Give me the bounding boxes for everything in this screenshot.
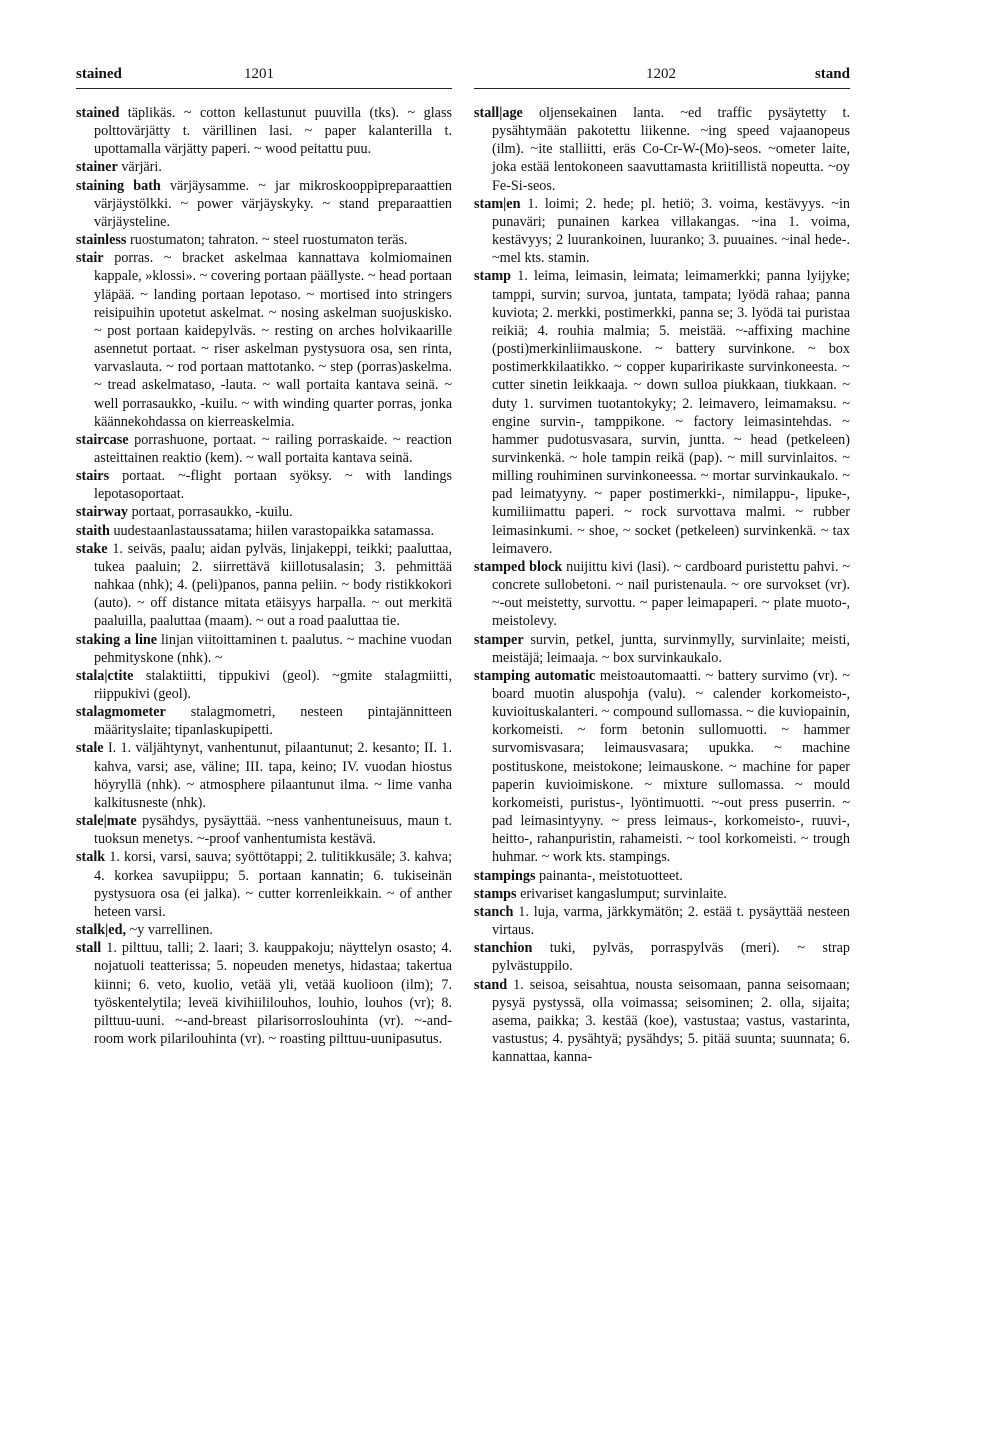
dictionary-entry	[474, 195, 850, 268]
entry-definition: linjan viitoittaminen t. paalutus. ~ machine vuodan pehmityskone (nhk). ~	[94, 631, 452, 666]
dictionary-entry	[76, 503, 452, 521]
entry-definition: tuki, pylväs, porraspylväs (meri). ~ strap pylvästuppilo.	[492, 940, 851, 975]
entry-definition: portaat. ~-flight portaan syöksy. ~ with landings lepotasoportaat.	[94, 468, 453, 503]
dictionary-entry	[474, 939, 850, 975]
entry-definition: värjäri.	[121, 159, 162, 176]
right-column	[474, 104, 850, 1066]
dictionary-entry	[76, 631, 452, 667]
dictionary-entry	[76, 812, 452, 848]
dictionary-entry	[474, 631, 850, 667]
right-guide-word: stand	[814, 66, 850, 82]
dictionary-entry	[474, 976, 850, 1067]
entry-headword: stampings	[474, 867, 536, 884]
right-page-number: 1202	[646, 66, 676, 82]
dictionary-entry	[76, 522, 452, 540]
right-header-rule	[474, 88, 850, 89]
left-guide-word: stained	[76, 66, 122, 82]
entry-headword: stale	[76, 740, 104, 757]
entry-definition: oljensekainen lanta. ~ed traffic pysäytetty t. pysähtymään pakotettu liikenne. ~ing speed vajaanopeus (ilm). ~ite stalliitti, eräs Co-Cr-W-(Mo)-seos. ~ometer laite, joka estää lentokoneen saavuttamasta kriitillistä nopeutta. ~oy Fe-Si-seos.	[492, 105, 851, 194]
entry-definition: 1. luja, varma, järkkymätön; 2. estää t. pysäyttää nesteen virtaus.	[492, 903, 850, 939]
entry-definition: uudestaanlastaussatama; hiilen varastopaikka satamassa.	[113, 522, 435, 539]
entry-definition: 1. seisoa, seisahtua, nousta seisomaan, panna seisomaan; pysyä pystyssä, olla voimassa; seisominen; 2. olla, sijaita; asema, paikka; 3. kestää (koe), vastustaa; vastus, vastarinta, vastustus; 4. pysähtyä; pysähdys; 5. pitää suunta; suunnata; 6. kannattaa, kanna-	[492, 976, 851, 1066]
entry-headword: stand	[474, 976, 508, 993]
dictionary-entry	[76, 667, 452, 703]
entry-definition: täplikäs. ~ cotton kellastunut puuvilla (tks). ~ glass polttovärjätty t. värillinen lasi. ~ paper kalanterilla t. upottamalla värjätty paperi. ~ wood peitattu puu.	[94, 105, 453, 158]
left-page-number: 1201	[244, 66, 274, 82]
dictionary-entry	[76, 739, 452, 812]
entry-headword: stamping automatic	[474, 667, 596, 684]
entry-headword: stake	[76, 540, 108, 557]
dictionary-entry	[76, 921, 452, 939]
entry-headword: stairs	[76, 468, 110, 485]
dictionary-entry	[76, 158, 452, 176]
left-header-rule	[76, 88, 452, 89]
dictionary-entry	[474, 558, 850, 631]
entry-headword: stale|mate	[76, 813, 137, 830]
entry-headword: stairway	[76, 504, 129, 521]
entry-headword: staircase	[76, 431, 129, 448]
entry-definition: stalaktiitti, tippukivi (geol). ~gmite stalagmiitti, riippukivi (geol).	[94, 667, 452, 702]
dictionary-entry	[76, 939, 452, 1048]
dictionary-entry	[474, 885, 850, 903]
entry-definition: nuijittu kivi (lasi). ~ cardboard puristettu pahvi. ~ concrete sullobetoni. ~ nail puristenaula. ~ ore survokset (vr). ~-out meistetty, survottu. ~ paper leimapaperi. ~ plate muoto-, meistolevy.	[492, 558, 850, 630]
entry-headword: stainer	[76, 159, 118, 176]
entry-headword: stala|ctite	[76, 667, 134, 684]
entry-headword: stanchion	[474, 940, 533, 957]
dictionary-entry	[474, 903, 850, 939]
entry-headword: stamps	[474, 885, 517, 902]
dictionary-entry	[76, 540, 452, 631]
entry-headword: stamped block	[474, 558, 563, 575]
entry-headword: staking a line	[76, 631, 158, 648]
dictionary-entry	[76, 703, 452, 739]
dictionary-entry	[76, 431, 452, 467]
dictionary-entry	[474, 104, 850, 195]
entry-headword: stained	[76, 105, 120, 121]
entry-definition: 1. leima, leimasin, leimata; leimamerkki; panna lyijyke; tamppi, survin; survoa, juntata, tampata; lyödä rahaa; panna kuviota; 2. merkki, postimerkki, panna se; 3. lyödä tai puristaa reikiä; 4. rouhia malmia; 5. meistää. ~-affixing machine (posti)merkinliimauskone. ~ battery survinkone. ~ box postimerkkilaatikko. ~ copper kuparirikaste survinkoneesta. ~ cutter sinetin leikkaaja. ~ down sulloa piukkaan, tiukkaan. ~ duty 1. survimen tuotantokyky; 2. leimavero, leimamaksu. ~ engine survin-, tamppikone. ~ factory leimasintehdas. ~ hammer pudotusvasara, survin, juntta. ~ head (petkeleen) survinkenkä. ~ hole tampin reikä (pap). ~ mill survinlaitos. ~ milling rouhiminen survinkoneessa. ~ mortar survinkaukalo. ~ pad leimatyyny. ~ paper postimerkki-, nimilappu-, lipuke-, kumiliimattu paperi. ~ rock survottava malmi. ~ rubber leimasinkumi. ~ shoe, ~ socket (petkeleen) survinkenkä. ~ tax leimavero.	[492, 268, 851, 557]
dictionary-entry	[474, 267, 850, 558]
entry-definition: stalagmometri, nesteen pintajännitteen määrityslaite; tipanlaskupipetti.	[94, 704, 453, 739]
dictionary-entry	[76, 231, 452, 249]
entry-definition: porras. ~ bracket askelmaa kannattava kolmiomainen kappale, »klossi». ~ covering portaan päällyste. ~ head portaan yläpää. ~ landing portaan lepotaso. ~ mortised into stringers reisipuihin upotetut askelmat. ~ nosing askelman suojuskisko. ~ post portaan kaidepylväs. ~ resting on arches holvikaarille asennetut portaat. ~ riser askelman pystysuora osa, sen rinta, varvaslauta. ~ rod portaan mattotanko. ~ step (porras)askelma. ~ tread askelmataso, -lauta. ~ wall portaita kantava seinä. ~ well porrasaukko, -kuilu. ~ with winding quarter porras, jonka käännekohdassa on kierreaskelmia.	[94, 250, 453, 430]
entry-definition: painanta-, meistotuotteet.	[539, 867, 683, 884]
entry-definition: meistoautomaatti. ~ battery survimo (vr). ~ board muotin aluspohja (valu). ~ calender korkomeisto-, kuvioituskalanteri. ~ compound sullomassa. ~ die kuviopainin, korkomeisti. ~ form betonin sullomuotti. ~ hammer survomisvasara; leimausvasara; upukka. ~ machine postituskone, meistokone; leimauskone. ~ machine for paper paperin kuvioimiskone. ~ mixture sullomassa. ~ mould korkomeisti, puristus-, lyöntimuotti. ~-out press puserrin. ~ pad leimasintyyny. ~ press leimaus-, korkomeisto-, ruuvi-, heitto-, rahanpuristin, rahameisti. ~ tool korkomeisti. ~ trough huhmar. ~ work kts. stampings.	[492, 667, 850, 866]
left-column	[76, 104, 452, 1048]
entry-definition: värjäysamme. ~ jar mikroskooppipreparaattien värjäystölkki. ~ power värjäyskyky. ~ stand preparaattien värjäysteline.	[94, 177, 453, 230]
entry-definition: erivariset kangaslumput; survinlaite.	[520, 885, 727, 902]
dictionary-entry	[76, 249, 452, 431]
entry-headword: staining bath	[76, 177, 161, 194]
entry-definition: 1. loimi; 2. hede; pl. hetiö; 3. voima, kestävyys. ~in punaväri; punainen karkea villakangas. ~ina 1. voima, kestävyys; 2 luurankoinen, luuranko; 3. puuaines. ~inal hede-. ~mel kts. stamin.	[492, 195, 851, 267]
entry-headword: stair	[76, 250, 104, 267]
entry-definition: I. 1. väljähtynyt, vanhentunut, pilaantunut; 2. kesanto; II. 1. kahva, varsi; ase, väline; III. tapa, keino; IV. vuodan hiostus höyryllä (nhk). ~ atmosphere pilaantunut ilma. ~ lime vanha kalkitusneste (nhk).	[94, 740, 452, 811]
dictionary-entry	[76, 467, 452, 503]
entry-definition: pysähdys, pysäyttää. ~ness vanhentuneisuus, maun t. tuoksun menetys. ~-proof vanhentumista kestävä.	[94, 813, 453, 848]
entry-definition: survin, petkel, juntta, survinmylly, survinlaite; meisti, meistäjä; leimaaja. ~ box survinkaukalo.	[492, 631, 851, 666]
entry-headword: staith	[76, 522, 110, 539]
entry-headword: stam|en	[474, 195, 521, 212]
entry-definition: ~y varrellinen.	[129, 922, 213, 939]
entry-headword: stalk|ed,	[76, 922, 127, 939]
entry-headword: stalagmometer	[76, 704, 166, 721]
dictionary-entry	[474, 867, 850, 885]
dictionary-entry	[76, 177, 452, 231]
entry-headword: stainless	[76, 232, 127, 249]
entry-headword: stanch	[474, 903, 514, 920]
entry-definition: 1. korsi, varsi, sauva; syöttötappi; 2. tulitikkusäle; 3. kahva; 4. korkea savupiippu; 5. portaan kannatin; 6. tukiseinän pystysuora osa (ei jalka). ~ cutter korrenleikkain. ~ of anther heteen varsi.	[94, 849, 453, 920]
entry-definition: 1. seiväs, paalu; aidan pylväs, linjakeppi, teikki; paaluttaa, tukea paaluin; 2. siirrettävä kiillotusalasin; 3. pehmittää nahkaa (nhk); 4. (peli)panos, panna peliin. ~ body ristikkokori (auto). ~ off distance mitata etäisyys harpalla. ~ out merkitä paaluilla, paaluttaa (maam). ~ out a road paaluttaa tie.	[94, 540, 452, 630]
entry-definition: ruostumaton; tahraton. ~ steel ruostumaton teräs.	[130, 232, 408, 249]
dictionary-entry	[76, 104, 452, 158]
entry-headword: stalk	[76, 849, 106, 866]
entry-headword: stamp	[474, 268, 512, 285]
entry-headword: stall|age	[474, 105, 523, 121]
dictionary-entry	[76, 848, 452, 921]
dictionary-entry	[474, 667, 850, 867]
entry-definition: 1. pilttuu, talli; 2. laari; 3. kauppakoju; näyttelyn osasto; 4. nojatuoli teatterissa; 5. nopeuden menetys, hidastaa; takertua kiinni; 6. veto, kuolio, vetää yli, vetää kuolioon (ilm); 7. työskentelytila; leveä kivihiililouhos, louhio, louhos (vr); 8. pilttuu-uuni. ~-and-breast pilarisorroslouhinta (vr). ~-and-room work pilarilouhinta (vr). ~ roasting pilttuu-uunipasutus.	[94, 940, 452, 1047]
entry-headword: stall	[76, 940, 102, 957]
entry-definition: portaat, porrasaukko, -kuilu.	[131, 504, 293, 521]
entry-headword: stamper	[474, 631, 524, 648]
entry-definition: porrashuone, portaat. ~ railing porraskaide. ~ reaction asteittainen reaktio (kem). ~ wall portaita kantava seinä.	[94, 431, 452, 466]
